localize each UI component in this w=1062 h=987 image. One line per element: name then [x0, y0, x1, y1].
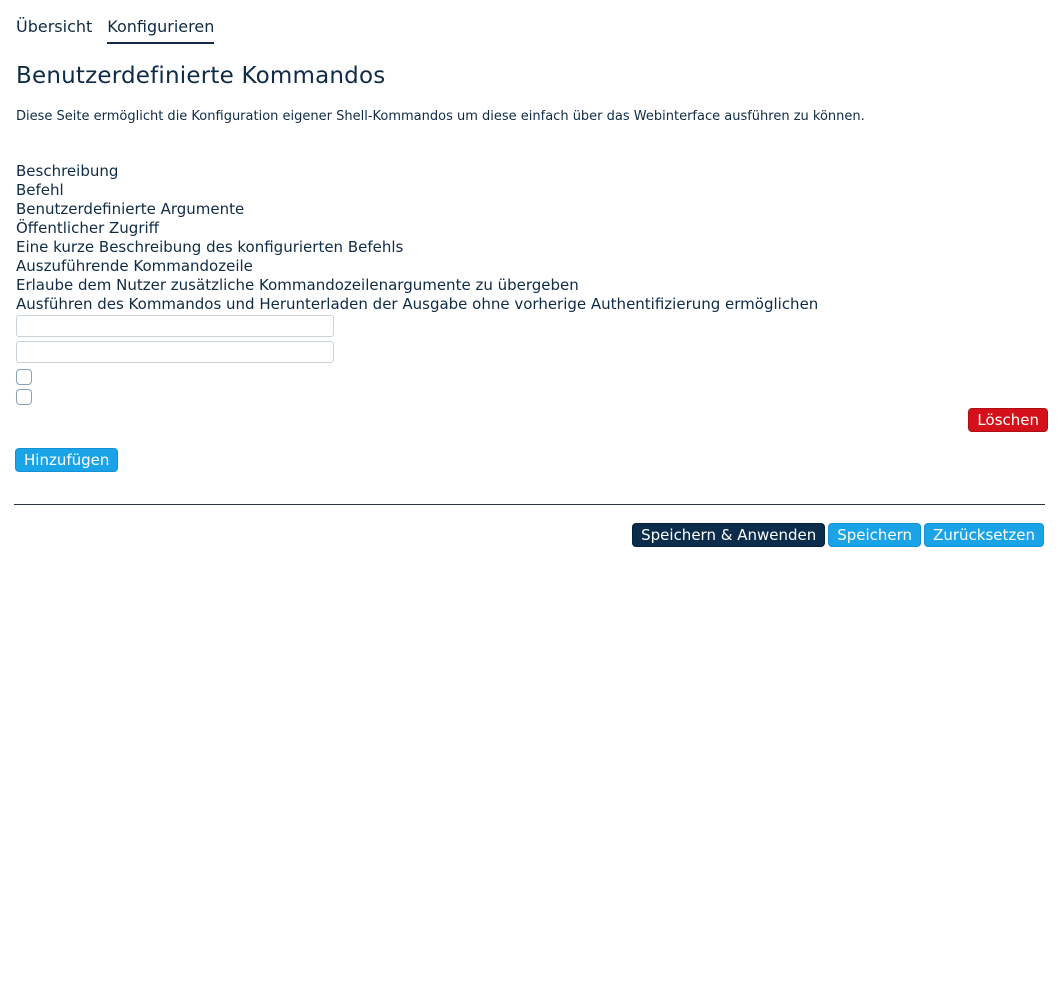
public-access-checkbox[interactable]	[16, 389, 32, 405]
tab-bar	[16, 16, 229, 44]
tab-configure[interactable]: Konfigurieren	[107, 16, 214, 44]
command-table-text	[16, 162, 818, 314]
page-actions	[632, 523, 1044, 547]
header-command: Befehl	[16, 181, 64, 199]
divider	[14, 504, 1045, 505]
hint-command: Auszuführende Kommandozeile	[16, 257, 253, 275]
page-description: Diese Seite ermöglicht die Konfiguration eigener Shell-Kommandos um diese einfach über das Webinterface ausführen zu können.	[16, 109, 865, 124]
delete-button[interactable]: Löschen	[968, 408, 1048, 432]
hint-custom-arguments: Erlaube dem Nutzer zusätzliche Kommandozeilenargumente zu übergeben	[16, 276, 579, 294]
header-public-access: Öffentlicher Zugriff	[16, 219, 159, 237]
description-input[interactable]	[16, 315, 334, 337]
command-input[interactable]	[16, 341, 334, 363]
header-custom-arguments: Benutzerdefinierte Argumente	[16, 200, 245, 218]
hint-public-access: Ausführen des Kommandos und Herunterladen der Ausgabe ohne vorherige Authentifizierung ermöglichen	[16, 295, 819, 313]
reset-button[interactable]: Zurücksetzen	[924, 523, 1044, 547]
add-button[interactable]: Hinzufügen	[15, 448, 118, 472]
save-button[interactable]: Speichern	[828, 523, 921, 547]
hint-description: Eine kurze Beschreibung des konfigurierten Befehls	[16, 238, 404, 256]
save-apply-button[interactable]: Speichern & Anwenden	[632, 523, 825, 547]
custom-arguments-checkbox[interactable]	[16, 369, 32, 385]
page-title: Benutzerdefinierte Kommandos	[16, 63, 386, 89]
tab-overview[interactable]: Übersicht	[16, 17, 93, 36]
header-description: Beschreibung	[16, 162, 119, 180]
